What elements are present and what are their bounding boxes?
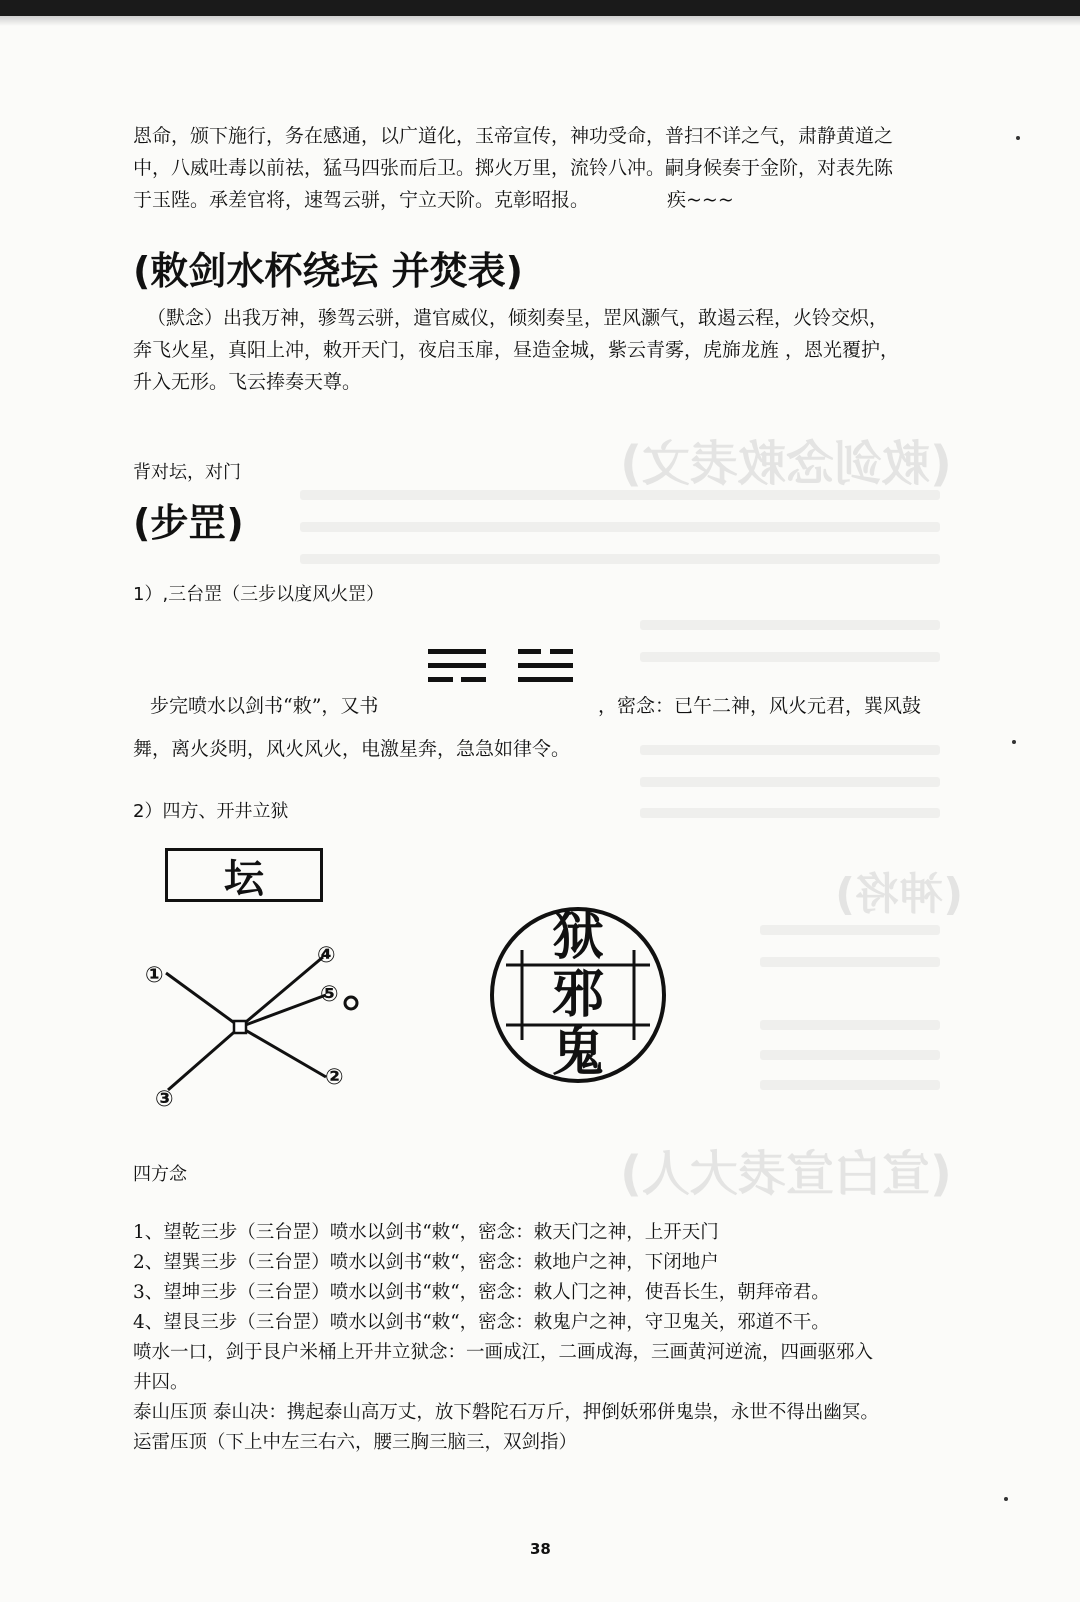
point-label: ②	[325, 1065, 344, 1090]
text-line: （默念）出我万神，骖驾云骈，遣官威仪，倾刻奏呈，罡风灏气，敢遏云程，火铃交炽，	[147, 307, 889, 329]
point-label: ③	[155, 1087, 174, 1112]
center-square	[234, 1021, 246, 1033]
text-line: 升入无形。飞云捧奏天尊。	[133, 371, 362, 393]
scan-shadow	[0, 16, 1080, 26]
seal-char: 鬼	[551, 1023, 605, 1083]
four-directions-list	[133, 1218, 973, 1458]
text-line: 奔飞火星，真阳上冲，敕开天门，夜启玉扉，昼造金城，紫云青雾，虎旆龙旌 ，恩光覆护，	[133, 339, 900, 361]
bleed-through-line	[760, 1080, 940, 1090]
note-back: 背对坛，对门	[133, 462, 241, 483]
page-number: 38	[530, 1540, 551, 1558]
bleed-through-line	[760, 957, 940, 967]
bleed-through-line	[640, 745, 940, 755]
list-item: 3、望坤三步（三台罡）喷水以剑书“敕“，密念：敕人门之神，使吾长生，朝拜帝君。	[133, 1282, 830, 1303]
top-paragraph	[133, 120, 968, 216]
text-line: ，密念：已午二神，风火元君，巽风鼓	[598, 695, 922, 717]
bleed-through-line	[300, 554, 940, 564]
altar-label: 坛	[224, 855, 264, 902]
bleed-through-line	[760, 1020, 940, 1030]
bleed-through-line	[640, 777, 940, 787]
scan-speck	[1016, 136, 1020, 140]
bleed-through-line	[640, 652, 940, 662]
item-label: 2）四方、开井立狱	[133, 801, 289, 822]
item-label: 1）,三台罡（三步以度风火罡）	[133, 584, 385, 605]
text-line: 井囚。	[133, 1372, 189, 1393]
text-line: 中，八威吐毒以前祛，猛马四张而后卫。掷火万里，流铃八冲。嗣身候奏于金阶，对表先陈	[133, 157, 894, 179]
trailing-mark: 疾~~~	[667, 189, 734, 211]
four-directions-title: 四方念	[133, 1164, 187, 1185]
small-circle-icon	[345, 997, 357, 1009]
text-line: 恩命，颁下施行，务在感通，以广道化，玉帝宣传，神功受命，普扫不详之气，肃静黄道之	[133, 125, 894, 147]
scan-speck	[1004, 1497, 1008, 1501]
bleed-through-heading: (宣白宣表大人)	[620, 1146, 952, 1202]
trigram-icons	[420, 645, 580, 687]
point-label: ⑤	[320, 982, 339, 1007]
text-line: 泰山压顶 泰山决：携起泰山高万丈，放下磐陀石万斤，押倒妖邪併鬼祟，永世不得出幽冥。	[133, 1402, 879, 1423]
altar-box	[165, 848, 323, 902]
list-item: 1、望乾三步（三台罡）喷水以剑书“敕“，密念：敕天门之神，上开天门	[133, 1222, 719, 1243]
section-heading: (步罡)	[133, 501, 244, 545]
text-line: 于玉陛。承差官将，速驾云骈，宁立天阶。克彰昭报。 疾~~~	[133, 189, 734, 211]
step-diagram	[140, 935, 370, 1115]
section-heading: (敕剑水杯绕坛 并焚表)	[133, 249, 523, 293]
section1-paragraph	[133, 302, 968, 398]
seal-char: 邪	[551, 965, 605, 1025]
bleed-through-line	[640, 620, 940, 630]
bleed-through-line	[300, 490, 940, 500]
bleed-through-line	[640, 808, 940, 818]
text-line: 步完喷水以剑书“敕”，又书	[150, 695, 379, 717]
text-line: 喷水一口，剑于艮户米桶上开井立狱念：一画成江，二画成海，三画黄河逆流，四画驱邪入	[133, 1342, 874, 1363]
bleed-through-line	[760, 1050, 940, 1060]
list-item: 2、望巽三步（三台罡）喷水以剑书“敕“，密念：敕地户之神，下闭地户	[133, 1252, 719, 1273]
point-label: ①	[145, 963, 164, 988]
prison-seal	[480, 890, 680, 1100]
point-label: ④	[317, 943, 336, 968]
text-line: 舞，离火炎明，风火风火，电激星奔，急急如律令。	[133, 738, 571, 760]
scan-speck	[1012, 740, 1016, 744]
bleed-through-line	[300, 522, 940, 532]
bleed-through-heading: (神将)	[835, 869, 964, 920]
list-item: 4、望艮三步（三台罡）喷水以剑书“敕“，密念：敕鬼户之神，守卫鬼关，邪道不干。	[133, 1312, 830, 1333]
bleed-through-heading: (敕剑念敕表文)	[620, 436, 952, 492]
seal-char: 狱	[551, 907, 605, 967]
bleed-through-line	[760, 925, 940, 935]
text-line: 运雷压顶（下上中左三右六，腰三胸三脑三，双剑指）	[133, 1432, 578, 1453]
scan-top-edge	[0, 0, 1080, 16]
